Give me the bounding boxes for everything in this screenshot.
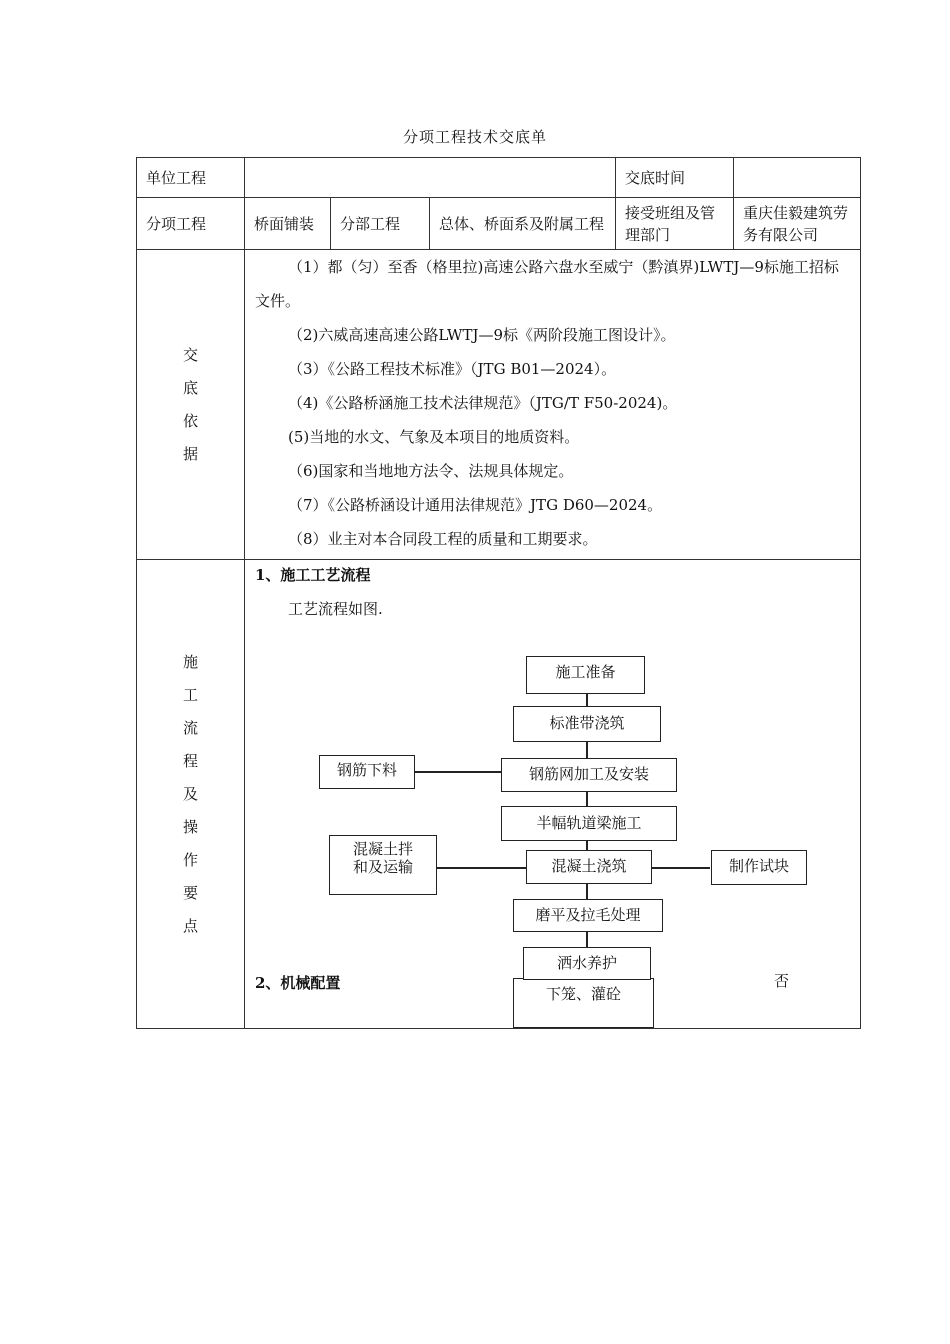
sub-label: 分项工程 xyxy=(137,198,245,250)
basis-label xyxy=(137,250,245,560)
process-label-char: 及 xyxy=(182,784,198,803)
row-unit xyxy=(137,158,861,198)
basis-label-char: 交 xyxy=(182,345,198,364)
connector-line xyxy=(437,867,527,869)
row-basis xyxy=(137,250,861,560)
flow-step-cage-grout: 下笼、灌砼 xyxy=(513,978,654,1028)
side-rebar-cutting: 钢筋下料 xyxy=(319,755,415,789)
side-test-block: 制作试块 xyxy=(711,850,807,885)
basis-item: （1）都（匀）至香（格里拉)高速公路六盘水至威宁（黔滇界)LWTJ—9标施工招标文件。 xyxy=(255,258,839,310)
basis-item: (5)当地的水文、气象及本项目的地质资料。 xyxy=(288,428,580,446)
flow-step-concrete: 混凝土浇筑 xyxy=(526,850,652,884)
process-label-char: 流 xyxy=(182,718,198,737)
process-label-char: 点 xyxy=(182,916,198,935)
heading-process-flow: 1、施工工艺流程 xyxy=(255,566,371,584)
stray-text: 否 xyxy=(774,972,790,990)
basis-item: （6)国家和当地地方法令、法规具体规定。 xyxy=(288,462,574,480)
process-label-char: 工 xyxy=(182,685,198,704)
process-content xyxy=(245,560,861,1029)
process-label-char: 程 xyxy=(182,751,198,770)
sub-value: 桥面铺装 xyxy=(245,198,331,250)
basis-item: （3）《公路工程技术标准》（JTG B01—2024）。 xyxy=(288,360,617,378)
flow-step-rebar-mesh: 钢筋网加工及安装 xyxy=(501,758,677,792)
basis-label-char: 据 xyxy=(182,444,198,463)
basis-label-char: 依 xyxy=(182,411,198,430)
unit-value xyxy=(245,158,616,198)
page-title: 分项工程技术交底单 xyxy=(402,128,547,146)
basis-content xyxy=(245,250,861,560)
side-mix-line: 和及运输 xyxy=(352,858,413,876)
flow-step-rail-beam: 半幅轨道梁施工 xyxy=(501,806,677,841)
part-value: 总体、桥面系及附属工程 xyxy=(430,198,616,250)
unit-label: 单位工程 xyxy=(137,158,245,198)
basis-item: （4)《公路桥涵施工技术法律规范》（JTG/T F50-2024)。 xyxy=(288,394,678,412)
process-label-char: 作 xyxy=(182,850,198,869)
flow-step-prepare: 施工准备 xyxy=(526,656,645,694)
connector-line xyxy=(415,771,503,773)
process-label-char: 要 xyxy=(182,883,198,902)
time-label: 交底时间 xyxy=(616,158,734,198)
process-label-char: 操 xyxy=(182,817,198,836)
flow-intro: 工艺流程如图. xyxy=(288,600,383,618)
side-concrete-mixing xyxy=(329,835,437,895)
side-mix-line: 混凝土拌 xyxy=(352,840,413,858)
basis-item: （8）业主对本合同段工程的质量和工期要求。 xyxy=(288,530,598,548)
team-value: 重庆佳毅建筑劳务有限公司 xyxy=(734,198,861,250)
basis-item: （2)六威高速高速公路LWTJ—9标《两阶段施工图设计》。 xyxy=(288,326,676,344)
connector-line xyxy=(586,884,588,900)
flow-step-curing: 洒水养护 xyxy=(523,947,651,980)
basis-item: （7）《公路桥涵设计通用法律规范》JTG D60—2024。 xyxy=(288,496,663,514)
row-subitem xyxy=(137,198,861,250)
row-process xyxy=(137,560,861,1029)
connector-line xyxy=(652,867,710,869)
process-label xyxy=(137,560,245,1029)
heading-machinery: 2、机械配置 xyxy=(255,974,341,992)
flow-step-curb: 标准带浇筑 xyxy=(513,706,661,742)
flow-step-finishing: 磨平及拉毛处理 xyxy=(513,899,663,932)
process-label-char: 施 xyxy=(182,652,198,671)
team-label: 接受班组及管理部门 xyxy=(616,198,734,250)
part-label: 分部工程 xyxy=(331,198,430,250)
basis-label-char: 底 xyxy=(182,378,198,397)
disclosure-form-table xyxy=(136,157,861,1029)
time-value xyxy=(734,158,861,198)
connector-line xyxy=(586,932,588,948)
